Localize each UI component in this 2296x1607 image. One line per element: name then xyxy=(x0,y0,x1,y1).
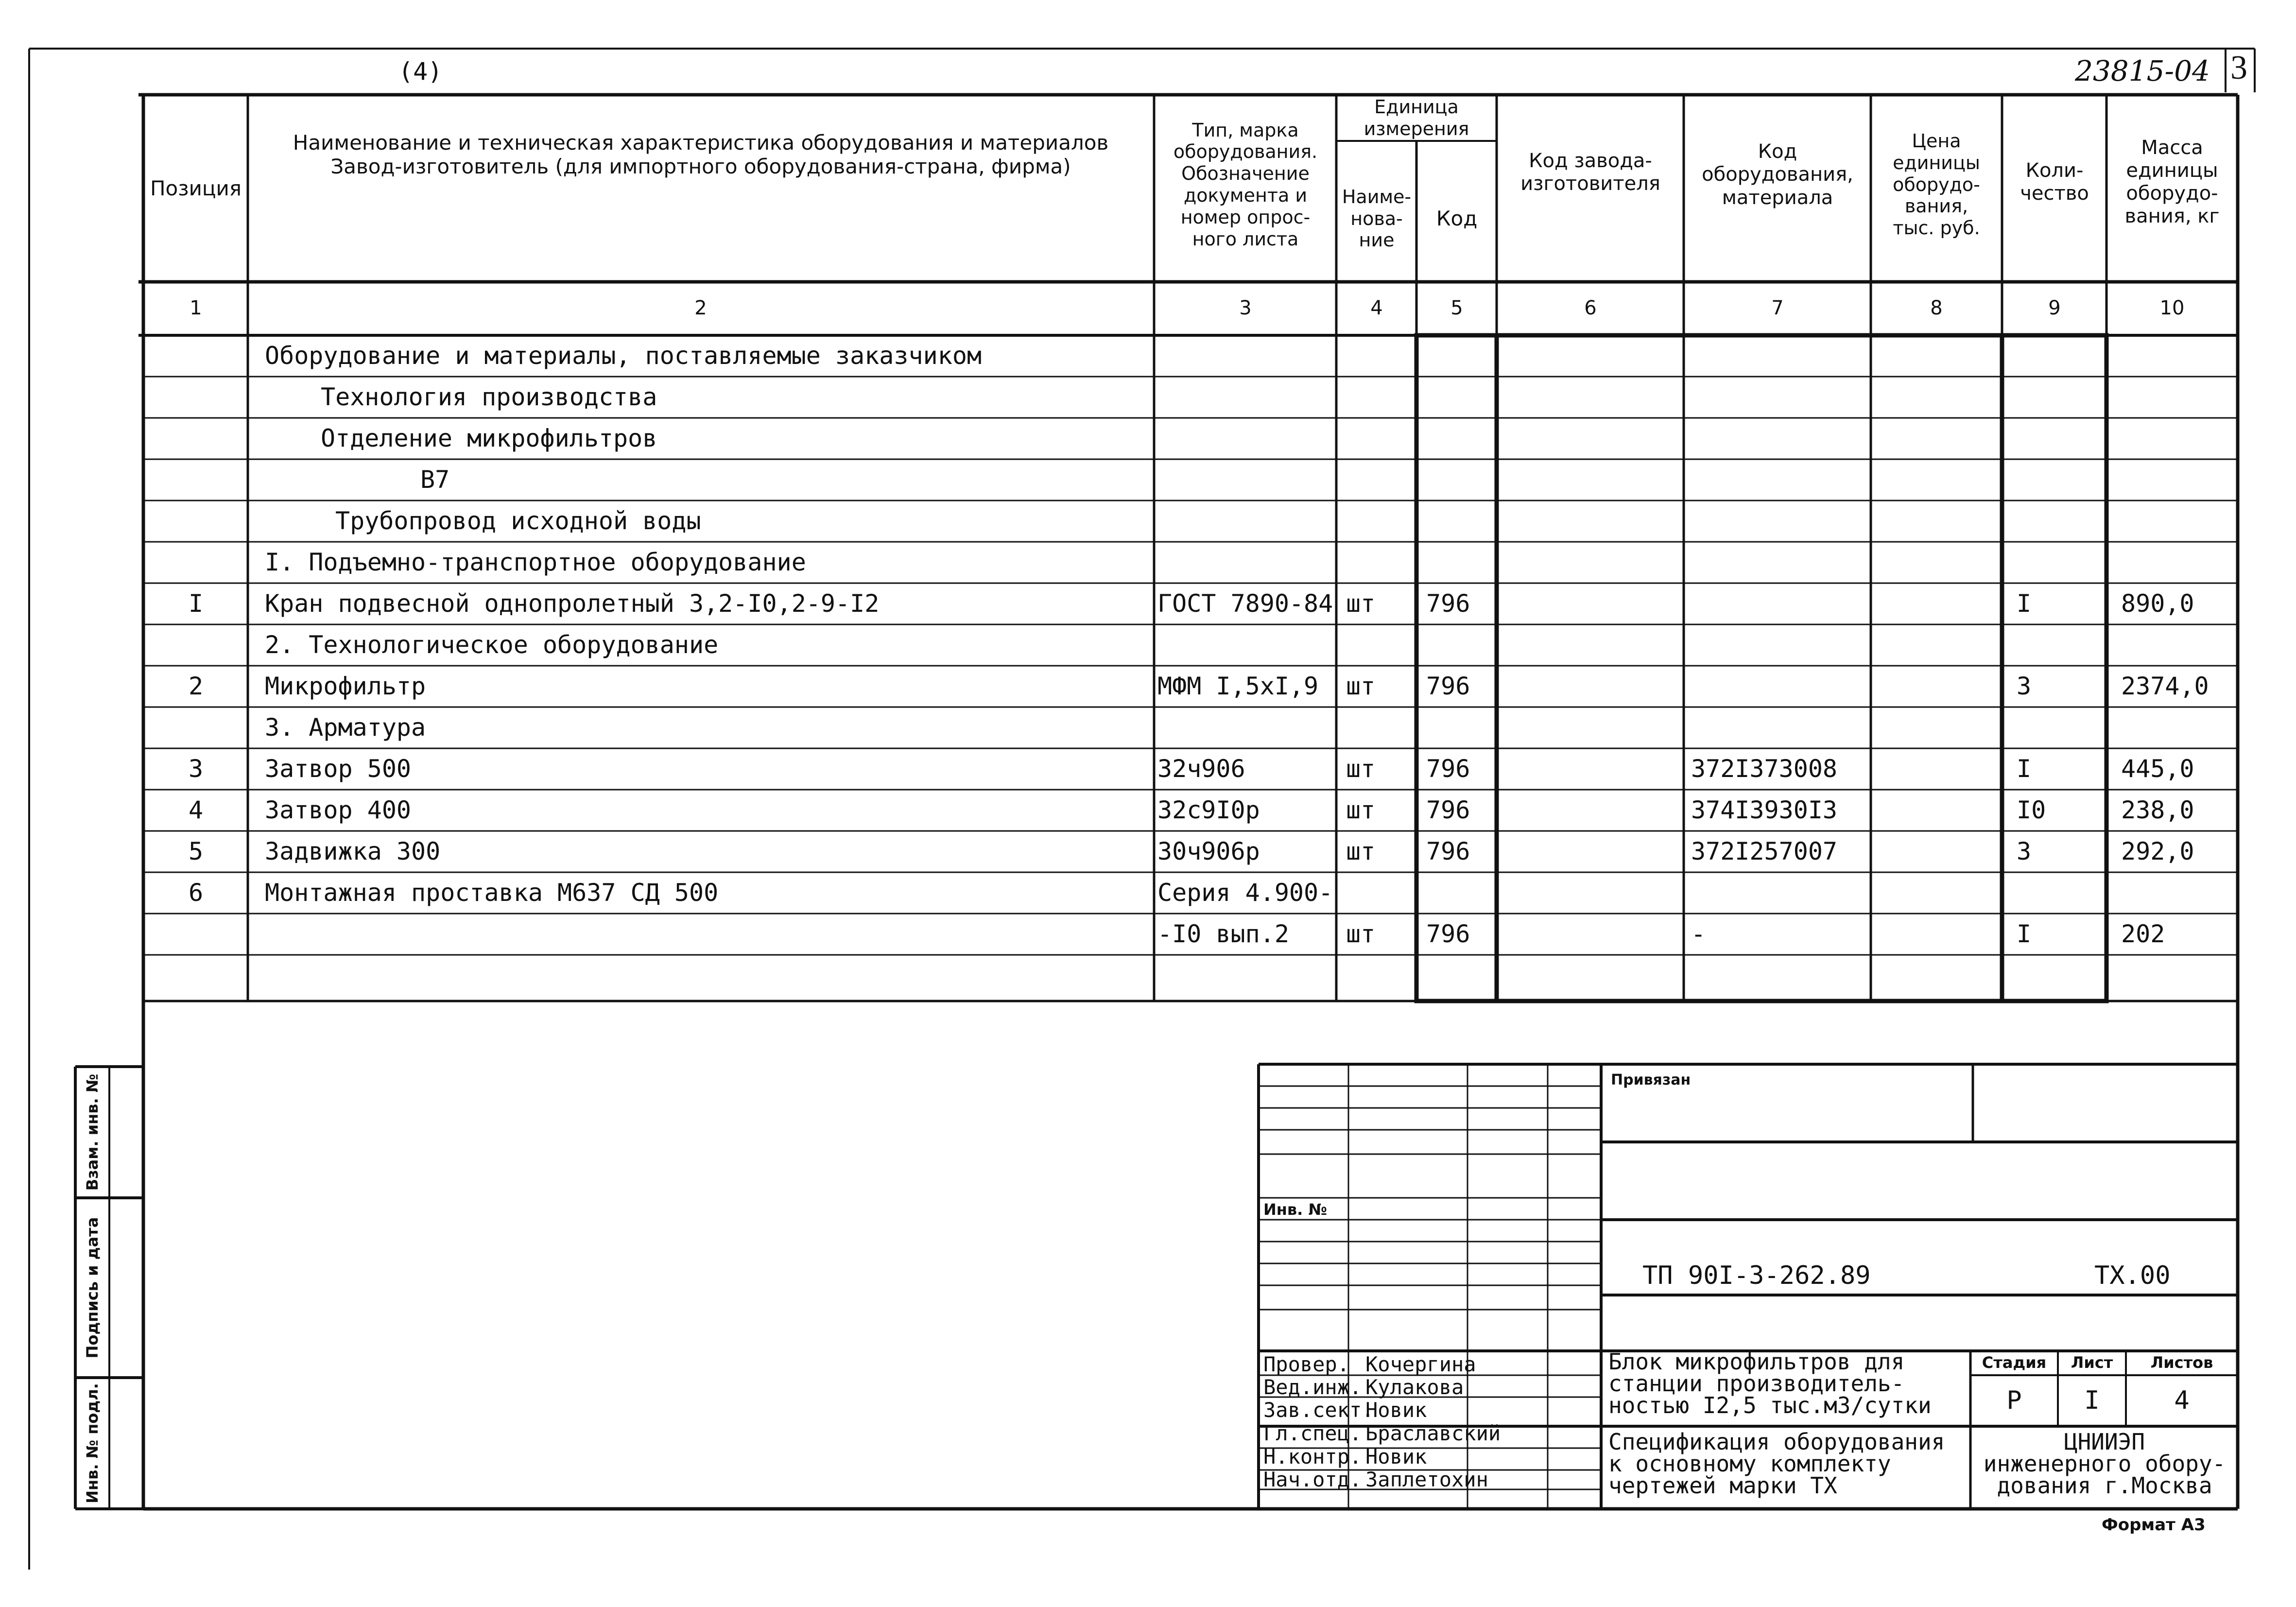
cell-equip xyxy=(1691,418,1868,459)
cell-name: Технология производства xyxy=(321,383,657,411)
header-type-line: номер опрос- xyxy=(1180,206,1311,228)
header-mass-line: оборудо- xyxy=(2126,182,2218,205)
side-stamp-signature-date: Подпись и дата xyxy=(83,1217,102,1359)
cell-pos: 5 xyxy=(188,837,204,865)
cell-mass xyxy=(2121,459,2235,501)
cell-type xyxy=(1157,624,1335,666)
cell-mass xyxy=(2121,501,2235,542)
cell-price xyxy=(1878,955,2000,996)
cell-type xyxy=(1157,707,1335,748)
cell-pos xyxy=(145,459,247,501)
sheet-title xyxy=(1608,1431,1945,1497)
cell-type xyxy=(1157,501,1335,542)
header-price-line: тыс. руб. xyxy=(1893,217,1980,239)
cell-type: ГОСТ 7890-84 xyxy=(1157,589,1333,618)
header-type-line: ного листа xyxy=(1192,228,1299,250)
cell-qty: I xyxy=(2017,755,2032,783)
cell-name: В7 xyxy=(420,466,450,494)
cell-pos xyxy=(145,418,247,459)
cell-code: 796 xyxy=(1426,755,1470,783)
cell-unit xyxy=(1346,872,1414,914)
header-price-line: вания, xyxy=(1904,195,1968,217)
cell-mass xyxy=(2121,624,2235,666)
header-unit-name-line: ние xyxy=(1359,229,1395,251)
cell-qty: 3 xyxy=(2017,672,2032,700)
cell-equip: 372I257007 xyxy=(1691,837,1838,865)
signer-role: Вед.инж. xyxy=(1263,1375,1362,1399)
header-unit-name xyxy=(1337,182,1416,255)
cell-unit xyxy=(1346,501,1414,542)
signer-name: Браславский xyxy=(1365,1421,1501,1445)
cell-type: 32с9I0р xyxy=(1157,796,1260,824)
cell-unit xyxy=(1346,955,1414,996)
header-mass xyxy=(2107,136,2237,228)
cell-code: 796 xyxy=(1426,920,1470,948)
sheet-value: I xyxy=(2084,1385,2100,1415)
organization-line: дования г.Москва xyxy=(1997,1472,2212,1499)
drawing-mark: ТХ.00 xyxy=(2094,1261,2171,1290)
cell-price xyxy=(1878,459,2000,501)
column-number: 3 xyxy=(1239,297,1252,320)
doc-code: ТП 90I-3-262.89 xyxy=(1642,1261,1871,1290)
cell-name xyxy=(265,955,1149,996)
cell-type: -I0 вып.2 xyxy=(1157,920,1289,948)
header-position xyxy=(145,96,247,281)
cell-equip xyxy=(1691,955,1868,996)
cell-code: 796 xyxy=(1426,837,1470,865)
cell-price xyxy=(1878,790,2000,831)
header-type-line: оборудования. xyxy=(1173,141,1318,163)
cell-pos: 6 xyxy=(188,879,204,907)
cell-code xyxy=(1426,377,1494,418)
cell-price xyxy=(1878,542,2000,583)
header-equipment-code-line: материала xyxy=(1722,186,1833,209)
cell-mass xyxy=(2121,707,2235,748)
header-type xyxy=(1156,112,1335,258)
header-type-line: документа и xyxy=(1183,185,1308,206)
cell-unit: шт xyxy=(1346,589,1376,618)
page-number: 3 xyxy=(2230,49,2247,86)
header-unit-code xyxy=(1417,194,1496,243)
header-equipment-code-line: оборудования, xyxy=(1702,163,1853,186)
cell-factory xyxy=(1504,790,1681,831)
cell-factory xyxy=(1504,955,1681,996)
cell-price xyxy=(1878,418,2000,459)
signer-role: Зав.сект. xyxy=(1263,1398,1374,1422)
cell-pos: 3 xyxy=(188,755,204,783)
header-name xyxy=(249,96,1153,179)
header-quantity-line: чество xyxy=(2020,182,2089,205)
drawing-number: 23815-04 xyxy=(2075,54,2210,87)
column-number: 7 xyxy=(1771,297,1784,320)
cell-equip xyxy=(1691,624,1868,666)
cell-qty xyxy=(2017,377,2104,418)
cell-name: Затвор 500 xyxy=(265,755,412,783)
cell-factory xyxy=(1504,501,1681,542)
cell-qty xyxy=(2017,624,2104,666)
cell-price xyxy=(1878,748,2000,790)
cell-mass xyxy=(2121,377,2235,418)
header-unit-code-label: Код xyxy=(1436,207,1478,231)
header-factory-code-line: Код завода- xyxy=(1529,149,1652,172)
cell-equip xyxy=(1691,872,1868,914)
cell-factory xyxy=(1504,418,1681,459)
cell-qty xyxy=(2017,542,2104,583)
cell-equip xyxy=(1691,666,1868,707)
cell-mass: 292,0 xyxy=(2121,837,2194,865)
cell-price xyxy=(1878,377,2000,418)
cell-code: 796 xyxy=(1426,589,1470,618)
cell-factory xyxy=(1504,377,1681,418)
cell-factory xyxy=(1504,914,1681,955)
header-name-line1: Наименование и техническая характеристика оборудования и материалов xyxy=(293,130,1109,155)
bound-label: Привязан xyxy=(1611,1071,1691,1089)
column-number: 8 xyxy=(1930,297,1943,320)
stage-value: Р xyxy=(2006,1385,2022,1415)
sheet-title-line: к основному комплекту xyxy=(1608,1451,1891,1477)
cell-name: I. Подъемно-транспортное оборудование xyxy=(265,548,806,576)
cell-unit xyxy=(1346,542,1414,583)
cell-mass xyxy=(2121,335,2235,377)
cell-qty: I0 xyxy=(2017,796,2046,824)
header-type-line: Обозначение xyxy=(1181,163,1310,185)
cell-qty xyxy=(2017,872,2104,914)
header-unit-group xyxy=(1337,96,1496,140)
object-title-line: станции производитель- xyxy=(1608,1370,1905,1397)
cell-code xyxy=(1426,501,1494,542)
side-stamp-replace-inv: Взам. инв. № xyxy=(83,1073,102,1191)
cell-mass: 2374,0 xyxy=(2121,672,2209,700)
cell-type xyxy=(1157,418,1335,459)
sheets-label: Листов xyxy=(2150,1353,2213,1372)
cell-name: Отделение микрофильтров xyxy=(321,424,657,452)
header-name-line2: Завод-изготовитель (для импортного оборудования-страна, фирма) xyxy=(330,155,1071,179)
cell-factory xyxy=(1504,335,1681,377)
cell-equip xyxy=(1691,542,1868,583)
cell-unit: шт xyxy=(1346,755,1376,783)
cell-mass: 445,0 xyxy=(2121,755,2194,783)
header-mass-line: единицы xyxy=(2126,159,2218,182)
column-number: 2 xyxy=(694,297,707,320)
cell-unit: шт xyxy=(1346,837,1376,865)
cell-pos xyxy=(145,707,247,748)
header-quantity-line: Коли- xyxy=(2025,159,2084,182)
cell-qty xyxy=(2017,501,2104,542)
cell-type: Серия 4.900- xyxy=(1157,879,1333,907)
header-equipment-code-line: Код xyxy=(1758,140,1797,163)
cell-unit: шт xyxy=(1346,920,1376,948)
cell-price xyxy=(1878,707,2000,748)
cell-factory xyxy=(1504,666,1681,707)
signer-name: Кулакова xyxy=(1365,1375,1464,1399)
cell-code: 796 xyxy=(1426,796,1470,824)
cell-price xyxy=(1878,335,2000,377)
organization-line: инженерного обору- xyxy=(1983,1451,2226,1477)
signer-name: Заплетохин xyxy=(1365,1468,1488,1491)
cell-code xyxy=(1426,459,1494,501)
header-equipment-code xyxy=(1685,138,1870,211)
cell-price xyxy=(1878,501,2000,542)
header-factory-code-line: изготовителя xyxy=(1520,173,1660,195)
cell-price xyxy=(1878,914,2000,955)
header-unit-name-line: нова- xyxy=(1350,207,1403,229)
cell-unit: шт xyxy=(1346,672,1376,700)
header-unit-group-line: Единица xyxy=(1374,96,1459,118)
column-number: 6 xyxy=(1584,297,1597,320)
signer-name: Новик xyxy=(1365,1445,1427,1469)
sheet-title-line: Спецификация оборудования xyxy=(1608,1429,1945,1455)
object-title-line: Блок микрофильтров для xyxy=(1608,1348,1905,1375)
cell-mass xyxy=(2121,872,2235,914)
cell-equip xyxy=(1691,335,1868,377)
header-mass-line: Масса xyxy=(2141,136,2203,159)
header-mass-line: вания, кг xyxy=(2124,205,2220,228)
cell-mass: 890,0 xyxy=(2121,589,2194,618)
cell-equip xyxy=(1691,459,1868,501)
cell-pos xyxy=(145,914,247,955)
cell-unit: шт xyxy=(1346,796,1376,824)
side-stamp-original-inv: Инв. № подл. xyxy=(83,1383,102,1503)
cell-type xyxy=(1157,955,1335,996)
cell-mass xyxy=(2121,542,2235,583)
header-quantity xyxy=(2003,156,2106,209)
cell-price xyxy=(1878,624,2000,666)
cell-name: Задвижка 300 xyxy=(265,837,441,865)
cell-mass: 238,0 xyxy=(2121,796,2194,824)
sheet-tag: (4) xyxy=(398,57,443,86)
signer-role: Гл.спец. xyxy=(1263,1421,1362,1445)
cell-factory xyxy=(1504,583,1681,624)
cell-unit xyxy=(1346,707,1414,748)
cell-equip xyxy=(1691,501,1868,542)
object-title xyxy=(1608,1348,1932,1418)
stage-label: Стадия xyxy=(1982,1353,2047,1372)
cell-factory xyxy=(1504,707,1681,748)
cell-name xyxy=(265,914,1149,955)
cell-factory xyxy=(1504,831,1681,872)
sheet-title-line: чертежей марки ТХ xyxy=(1608,1472,1837,1499)
cell-name: Трубопровод исходной воды xyxy=(335,507,701,535)
cell-qty xyxy=(2017,955,2104,996)
cell-code xyxy=(1426,955,1494,996)
cell-type xyxy=(1157,542,1335,583)
cell-type: МФМ I,5хI,9 xyxy=(1157,672,1319,700)
cell-name: Монтажная проставка М637 СД 500 xyxy=(265,879,719,907)
cell-code xyxy=(1426,418,1494,459)
cell-code xyxy=(1426,624,1494,666)
cell-qty: I xyxy=(2017,589,2032,618)
cell-price xyxy=(1878,872,2000,914)
cell-qty xyxy=(2017,335,2104,377)
cell-factory xyxy=(1504,748,1681,790)
cell-name: 3. Арматура xyxy=(265,713,426,742)
cell-equip: - xyxy=(1691,920,1706,948)
cell-type: 32ч906 xyxy=(1157,755,1245,783)
cell-mass: 202 xyxy=(2121,920,2165,948)
cell-pos xyxy=(145,335,247,377)
column-number: 5 xyxy=(1450,297,1463,320)
cell-mass xyxy=(2121,418,2235,459)
header-type-line: Тип, марка xyxy=(1192,119,1299,141)
cell-pos xyxy=(145,377,247,418)
cell-pos xyxy=(145,955,247,996)
cell-name: Затвор 400 xyxy=(265,796,412,824)
header-price xyxy=(1872,129,2001,241)
signer-role: Провер. xyxy=(1263,1352,1350,1376)
cell-factory xyxy=(1504,624,1681,666)
cell-name: 2. Технологическое оборудование xyxy=(265,631,719,659)
sheet-label: Лист xyxy=(2071,1353,2113,1372)
cell-code xyxy=(1426,707,1494,748)
cell-type: 30ч906р xyxy=(1157,837,1260,865)
cell-name: Микрофильтр xyxy=(265,672,426,700)
cell-price xyxy=(1878,583,2000,624)
signer-role: Н.контр. xyxy=(1263,1445,1362,1469)
object-title-line: ностью I2,5 тыс.м3/сутки xyxy=(1608,1392,1932,1418)
header-price-line: оборудо- xyxy=(1893,173,1980,195)
cell-type xyxy=(1157,335,1335,377)
cell-unit xyxy=(1346,624,1414,666)
inv-label: Инв. № xyxy=(1263,1200,1327,1219)
cell-code xyxy=(1426,542,1494,583)
cell-name: Кран подвесной однопролетный 3,2-I0,2-9-I2 xyxy=(265,589,880,618)
cell-pos xyxy=(145,501,247,542)
cell-mass xyxy=(2121,955,2235,996)
signer-name: Кочергина xyxy=(1365,1352,1476,1376)
cell-factory xyxy=(1504,872,1681,914)
signer-role: Нач.отд. xyxy=(1263,1468,1362,1491)
signer-name: Новик xyxy=(1365,1398,1427,1422)
cell-qty: I xyxy=(2017,920,2032,948)
cell-code xyxy=(1426,872,1494,914)
cell-pos xyxy=(145,542,247,583)
cell-type xyxy=(1157,377,1335,418)
header-position-label: Позиция xyxy=(150,176,242,201)
cell-factory xyxy=(1504,542,1681,583)
cell-equip xyxy=(1691,707,1868,748)
column-number: 9 xyxy=(2048,297,2061,320)
header-price-line: единицы xyxy=(1893,152,1980,173)
header-unit-group-line: измерения xyxy=(1364,118,1469,139)
column-number: 10 xyxy=(2159,297,2185,320)
cell-qty xyxy=(2017,418,2104,459)
cell-qty: 3 xyxy=(2017,837,2032,865)
cell-pos: I xyxy=(188,589,204,618)
cell-equip xyxy=(1691,583,1868,624)
format-label: Формат А3 xyxy=(2102,1515,2206,1535)
cell-price xyxy=(1878,831,2000,872)
cell-unit xyxy=(1346,335,1414,377)
cell-qty xyxy=(2017,459,2104,501)
cell-price xyxy=(1878,666,2000,707)
cell-unit xyxy=(1346,377,1414,418)
cell-code: 796 xyxy=(1426,672,1470,700)
cell-factory xyxy=(1504,459,1681,501)
cell-type xyxy=(1157,459,1335,501)
column-number: 4 xyxy=(1370,297,1383,320)
header-factory-code xyxy=(1498,146,1683,199)
header-price-line: Цена xyxy=(1912,130,1961,152)
cell-pos: 2 xyxy=(188,672,204,700)
header-unit-name-line: Наиме- xyxy=(1342,186,1412,207)
cell-code xyxy=(1426,335,1494,377)
cell-unit xyxy=(1346,459,1414,501)
cell-equip: 372I373008 xyxy=(1691,755,1838,783)
cell-unit xyxy=(1346,418,1414,459)
cell-equip: 374I3930I3 xyxy=(1691,796,1838,824)
cell-pos xyxy=(145,624,247,666)
organization xyxy=(1971,1431,2238,1497)
cell-pos: 4 xyxy=(188,796,204,824)
cell-name: Оборудование и материалы, поставляемые заказчиком xyxy=(265,342,982,370)
column-number: 1 xyxy=(190,297,202,320)
organization-line: ЦНИИЭП xyxy=(2064,1429,2145,1455)
sheets-value: 4 xyxy=(2174,1385,2190,1415)
cell-equip xyxy=(1691,377,1868,418)
cell-qty xyxy=(2017,707,2104,748)
